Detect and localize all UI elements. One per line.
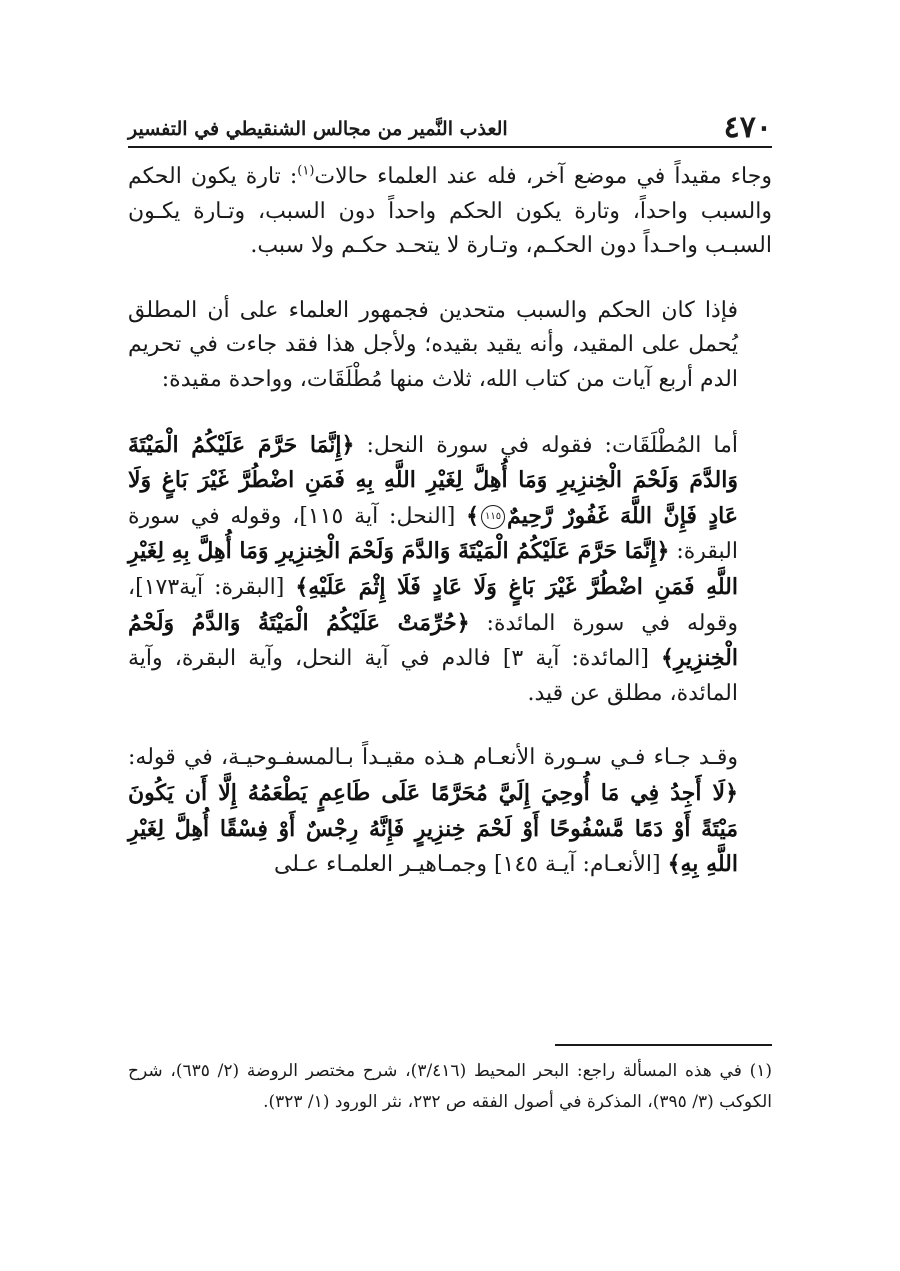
page-body [128,160,772,913]
header-divider [128,146,772,148]
paragraph-2-text: فإذا كان الحكم والسبب متحدين فجمهور العلماء على أن المطلق يُحمل على المقيد، وأنه يقيد بقيده؛ ولأجل هذا فقد جاءت في تحريم الدم أربع آيات من كتاب الله، ثلاث منها مُطْلَقَات، وواحدة مقيدة: [128,297,738,392]
quran-verse-anam: ﴿لَا أَجِدُ فِي مَا أُوحِيَ إِلَيَّ مُحَرَّمًا عَلَى طَاعِمٍ يَطْعَمُهُ إِلَّا أَن يَكُونَ مَيْتَةً أَوْ دَمًا مَّسْفُوحًا أَوْ لَحْمَ خِنزِيرٍ فَإِنَّهُ رِجْسٌ أَوْ فِسْقًا أُهِلَّ لِغَيْرِ اللَّهِ بِهِ﴾ [128,779,738,878]
paragraph-1-text-b: : تارة يكون الحكم والسبب واحداً، وتارة يكون الحكم واحداً دون السبب، وتـارة يكـون السبـب واحـداً دون الحكـم، وتـارة لا يتحـد حكـم ولا سبب. [128,164,772,259]
paragraph-3-text-a: أما المُطْلَقَات: فقوله في سورة النحل: [354,432,738,458]
paragraph-3 [128,428,772,712]
paragraph-4 [128,741,772,882]
page-header [128,104,772,144]
footnotes [128,1056,772,1118]
footnote-ref-1[interactable]: (١) [297,163,315,179]
paragraph-3-text-c: [البقرة: آية١٧٣]، وقوله في سورة المائدة: [128,574,738,636]
page-number: ٤٧٠ [723,110,772,145]
paragraph-3-text-d: [المائدة: آية ٣] فالدم في آية النحل، وآية البقرة، وآية المائدة، مطلق عن قيد. [128,646,738,706]
paragraph-4-text-a: وقـد جـاء فـي سـورة الأنعـام هـذه مقيـداً بـالمسفـوحيـة، في قوله: [128,745,738,771]
quran-verse-nahl-close: ﴾ [466,502,480,529]
paragraph-2 [128,294,772,398]
quran-verse-nahl: ﴿إِنَّمَا حَرَّمَ عَلَيْكُمُ الْمَيْتَةَ وَالدَّمَ وَلَحْمَ الْخِنزِيرِ وَمَا أُهِلَّ لِغَيْرِ اللَّهِ بِهِ فَمَنِ اضْطُرَّ غَيْرَ بَاغٍ وَلَا عَادٍ فَإِنَّ اللَّهَ غَفُورٌ رَّحِيمٌ [128,431,738,529]
quran-verse-baqarah: ﴿إِنَّمَا حَرَّمَ عَلَيْكُمُ الْمَيْتَةَ وَالدَّمَ وَلَحْمَ الْخِنزِيرِ وَمَا أُهِلَّ بِهِ لِغَيْرِ اللَّهِ فَمَنِ اضْطُرَّ غَيْرَ بَاغٍ وَلَا عَادٍ فَلَا إِثْمَ عَلَيْهِ﴾ [128,538,738,600]
paragraph-1 [128,160,772,264]
paragraph-4-text-b: [الأنعـام: آيـة ١٤٥] وجمـاهيـر العلمـاء عـلى [273,852,668,878]
running-title: العذب النَّمير من مجالس الشنقيطي في التفسير [128,118,508,140]
footnote-divider [555,1044,772,1046]
ayah-number-marker: ١١٥ [481,505,505,529]
paragraph-1-text-a: وجاء مقيداً في موضع آخر، فله عند العلماء حالات [314,164,772,189]
footnote-1: (١) في هذه المسألة راجع: البحر المحيط (٣/٤١٦)، شرح مختصر الروضة (٢/ ٦٣٥)، شرح الكوكب (٣/ ٣٩٥)، المذكرة في أصول الفقه ص ٢٣٢، نثر الورود (١/ ٣٢٣). [128,1061,772,1112]
paragraph-3-text-b: [النحل: آية ١١٥]، وقوله في سورة البقرة: [128,503,739,565]
quran-verse-maidah: ﴿حُرِّمَتْ عَلَيْكُمُ الْمَيْتَةُ وَالدَّمُ وَلَحْمُ الْخِنزِيرِ﴾ [128,609,738,672]
